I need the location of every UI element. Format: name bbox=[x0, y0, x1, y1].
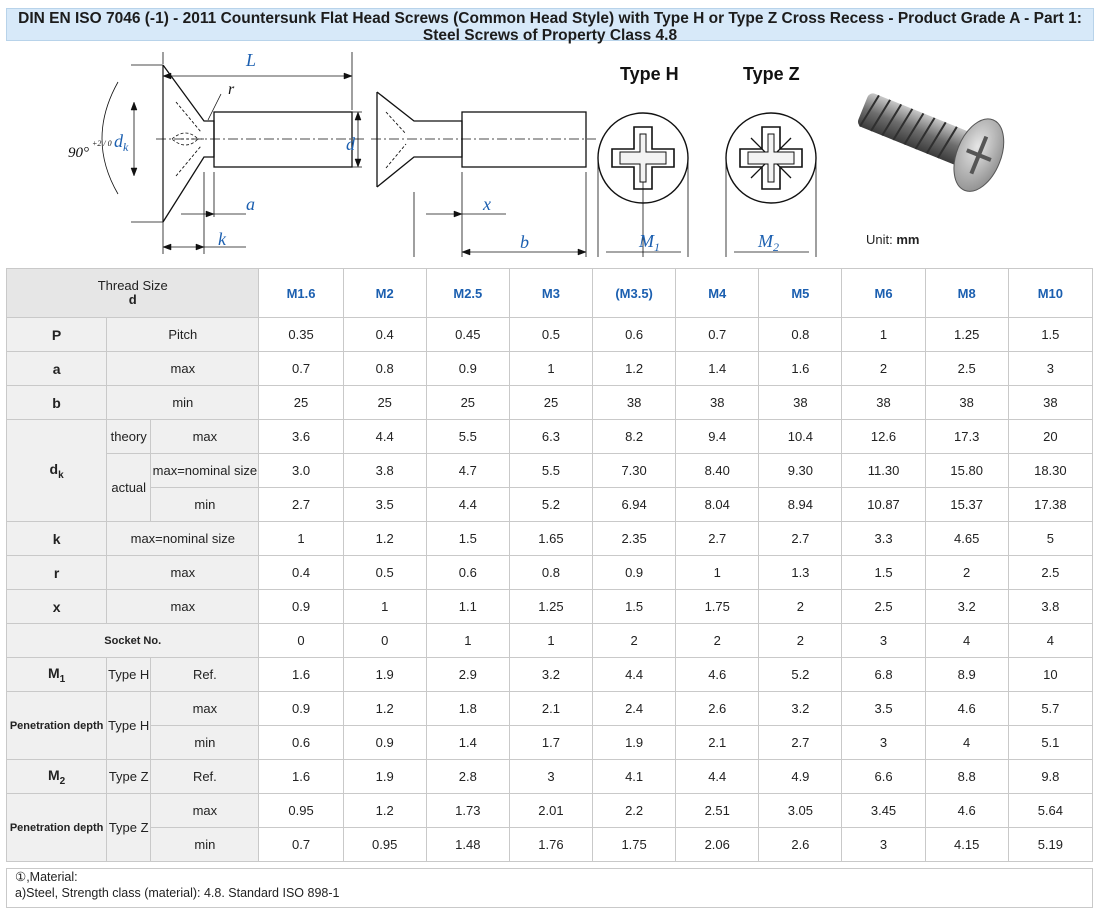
table-cell: 2 bbox=[842, 352, 925, 386]
table-cell: 0.8 bbox=[759, 318, 842, 352]
row-symbol: x bbox=[7, 590, 107, 624]
row-symbol: a bbox=[7, 352, 107, 386]
table-cell: 8.9 bbox=[925, 658, 1008, 692]
table-cell: 0.8 bbox=[509, 556, 592, 590]
table-cell: 1.25 bbox=[509, 590, 592, 624]
table-cell: 1.65 bbox=[509, 522, 592, 556]
table-cell: 0.9 bbox=[343, 726, 426, 760]
table-cell: 1.1 bbox=[426, 590, 509, 624]
table-cell: 2.7 bbox=[259, 488, 343, 522]
table-cell: 38 bbox=[842, 386, 925, 420]
table-cell: 3 bbox=[842, 726, 925, 760]
row-z-pen-max bbox=[7, 794, 1093, 828]
table-cell: 2.01 bbox=[509, 794, 592, 828]
row-symbol-m1: $M_1$ bbox=[7, 658, 107, 692]
dim-d-label: d bbox=[346, 134, 355, 154]
table-cell: 0.9 bbox=[259, 692, 343, 726]
table-cell: 1.2 bbox=[343, 794, 426, 828]
table-cell: 9.8 bbox=[1008, 760, 1092, 794]
dim-L-label: L bbox=[246, 50, 257, 70]
table-cell: 0 bbox=[343, 624, 426, 658]
table-cell: 1.3 bbox=[759, 556, 842, 590]
row-label: max bbox=[107, 556, 259, 590]
table-cell: 8.94 bbox=[759, 488, 842, 522]
table-cell: 0.5 bbox=[509, 318, 592, 352]
table-cell: 2 bbox=[759, 624, 842, 658]
row-x bbox=[7, 590, 1093, 624]
table-cell: 17.3 bbox=[925, 420, 1008, 454]
table-cell: 3.45 bbox=[842, 794, 925, 828]
table-cell: 4.4 bbox=[676, 760, 759, 794]
row-h-pen-min bbox=[7, 726, 1093, 760]
table-cell: 2.5 bbox=[842, 590, 925, 624]
size-header: M1.6 bbox=[259, 269, 343, 318]
table-cell: 4 bbox=[925, 624, 1008, 658]
table-cell: 2 bbox=[676, 624, 759, 658]
table-cell: 5.5 bbox=[426, 420, 509, 454]
table-cell: 0 bbox=[259, 624, 343, 658]
table-cell: 3.6 bbox=[259, 420, 343, 454]
table-cell: 3.2 bbox=[925, 590, 1008, 624]
row-z-pen-min bbox=[7, 828, 1093, 862]
table-cell: 2.8 bbox=[426, 760, 509, 794]
size-header: M6 bbox=[842, 269, 925, 318]
table-cell: 2 bbox=[925, 556, 1008, 590]
table-cell: 4.6 bbox=[925, 692, 1008, 726]
table-cell: 3.5 bbox=[343, 488, 426, 522]
row-k bbox=[7, 522, 1093, 556]
row-socket bbox=[7, 624, 1093, 658]
table-cell: 2 bbox=[593, 624, 676, 658]
table-cell: 25 bbox=[426, 386, 509, 420]
table-cell: 3.2 bbox=[759, 692, 842, 726]
table-cell: 1.5 bbox=[593, 590, 676, 624]
table-cell: 2.06 bbox=[676, 828, 759, 862]
table-cell: 1.75 bbox=[593, 828, 676, 862]
table-cell: 8.40 bbox=[676, 454, 759, 488]
row-label: max bbox=[151, 794, 259, 828]
table-cell: 3 bbox=[842, 828, 925, 862]
row-sublabel: Type Z bbox=[107, 760, 151, 794]
table-cell: 38 bbox=[759, 386, 842, 420]
table-cell: 3 bbox=[842, 624, 925, 658]
table-cell: 10.87 bbox=[842, 488, 925, 522]
size-header: M3 bbox=[509, 269, 592, 318]
table-cell: 8.8 bbox=[925, 760, 1008, 794]
table-cell: 3.8 bbox=[1008, 590, 1092, 624]
table-cell: 3.5 bbox=[842, 692, 925, 726]
table-cell: 1.76 bbox=[509, 828, 592, 862]
table-cell: 7.30 bbox=[593, 454, 676, 488]
table-cell: 1.8 bbox=[426, 692, 509, 726]
dim-m2-label: $M_2$ bbox=[758, 231, 779, 254]
table-cell: 4.6 bbox=[925, 794, 1008, 828]
table-cell: 25 bbox=[259, 386, 343, 420]
table-cell: 2.4 bbox=[593, 692, 676, 726]
row-b bbox=[7, 386, 1093, 420]
row-m2-ref bbox=[7, 760, 1093, 794]
page-title: DIN EN ISO 7046 (-1) - 2011 Countersunk Flat Head Screws (Common Head Style) with Type H or Type Z Cross Recess - Product Grade A - Part 1: Steel Screws of Property Class 4.8 bbox=[6, 8, 1094, 41]
table-cell: 2.7 bbox=[676, 522, 759, 556]
table-cell: 0.4 bbox=[343, 318, 426, 352]
dim-x-label: x bbox=[483, 194, 491, 214]
table-cell: 1 bbox=[343, 590, 426, 624]
row-symbol: b bbox=[7, 386, 107, 420]
note-line: ①,Material: bbox=[15, 870, 78, 884]
type-z-label: Type Z bbox=[743, 64, 800, 84]
table-cell: 2.2 bbox=[593, 794, 676, 828]
row-label: Ref. bbox=[151, 760, 259, 794]
dim-dk-label: $d_k$ bbox=[114, 131, 129, 154]
table-cell: 1.5 bbox=[842, 556, 925, 590]
table-cell: 1 bbox=[842, 318, 925, 352]
row-sublabel: Type H bbox=[107, 692, 151, 760]
table-cell: 18.30 bbox=[1008, 454, 1092, 488]
table-cell: 38 bbox=[676, 386, 759, 420]
row-sublabel: Type H bbox=[107, 658, 151, 692]
table-cell: 3.3 bbox=[842, 522, 925, 556]
size-header: M10 bbox=[1008, 269, 1092, 318]
table-cell: 4 bbox=[1008, 624, 1092, 658]
table-cell: 1.73 bbox=[426, 794, 509, 828]
table-cell: 0.6 bbox=[259, 726, 343, 760]
dimension-table bbox=[6, 268, 1093, 862]
row-sublabel: theory bbox=[107, 420, 151, 454]
table-cell: 20 bbox=[1008, 420, 1092, 454]
table-cell: 0.35 bbox=[259, 318, 343, 352]
table-cell: 4.65 bbox=[925, 522, 1008, 556]
table-cell: 38 bbox=[1008, 386, 1092, 420]
table-cell: 2.6 bbox=[676, 692, 759, 726]
table-cell: 1.75 bbox=[676, 590, 759, 624]
row-label: min bbox=[151, 726, 259, 760]
row-symbol: P bbox=[7, 318, 107, 352]
size-header: M4 bbox=[676, 269, 759, 318]
table-cell: 4 bbox=[925, 726, 1008, 760]
table-cell: 1.9 bbox=[343, 760, 426, 794]
table-cell: 38 bbox=[593, 386, 676, 420]
table-cell: 4.7 bbox=[426, 454, 509, 488]
table-cell: 4.9 bbox=[759, 760, 842, 794]
table-cell: 5.7 bbox=[1008, 692, 1092, 726]
table-cell: 4.4 bbox=[593, 658, 676, 692]
table-cell: 2.9 bbox=[426, 658, 509, 692]
table-cell: 8.04 bbox=[676, 488, 759, 522]
table-cell: 1.7 bbox=[509, 726, 592, 760]
table-cell: 1.6 bbox=[759, 352, 842, 386]
table-cell: 1.2 bbox=[593, 352, 676, 386]
table-cell: 1 bbox=[426, 624, 509, 658]
table-cell: 2.1 bbox=[509, 692, 592, 726]
table-cell: 2.7 bbox=[759, 522, 842, 556]
row-label: Ref. bbox=[151, 658, 259, 692]
table-cell: 3.05 bbox=[759, 794, 842, 828]
table-cell: 4.15 bbox=[925, 828, 1008, 862]
table-cell: 10 bbox=[1008, 658, 1092, 692]
note-line: a)Steel, Strength class (material): 4.8. Standard ISO 898-1 bbox=[15, 886, 340, 900]
table-header-row bbox=[7, 269, 1093, 318]
row-symbol-dk: $d_k$ bbox=[7, 420, 107, 522]
table-cell: 1 bbox=[259, 522, 343, 556]
technical-drawing bbox=[6, 42, 1092, 266]
table-cell: 1.9 bbox=[343, 658, 426, 692]
screw-photo bbox=[849, 73, 1014, 199]
table-cell: 10.4 bbox=[759, 420, 842, 454]
row-symbol: r bbox=[7, 556, 107, 590]
size-header: M2 bbox=[343, 269, 426, 318]
row-label: max bbox=[151, 692, 259, 726]
table-cell: 5.19 bbox=[1008, 828, 1092, 862]
dim-m1-label: $M_1$ bbox=[639, 231, 660, 254]
table-cell: 2.51 bbox=[676, 794, 759, 828]
table-cell: 1.5 bbox=[426, 522, 509, 556]
table-cell: 2.6 bbox=[759, 828, 842, 862]
table-cell: 11.30 bbox=[842, 454, 925, 488]
row-a bbox=[7, 352, 1093, 386]
row-sublabel: Type Z bbox=[107, 794, 151, 862]
table-cell: 1.2 bbox=[343, 522, 426, 556]
table-cell: 0.4 bbox=[259, 556, 343, 590]
table-cell: 15.80 bbox=[925, 454, 1008, 488]
table-cell: 5 bbox=[1008, 522, 1092, 556]
row-symbol-m2: $M_2$ bbox=[7, 760, 107, 794]
dim-b-label: b bbox=[520, 232, 529, 252]
table-cell: 2.1 bbox=[676, 726, 759, 760]
table-cell: 25 bbox=[343, 386, 426, 420]
table-cell: 0.45 bbox=[426, 318, 509, 352]
row-label: Socket No. bbox=[7, 624, 259, 658]
table-cell: 1.4 bbox=[676, 352, 759, 386]
table-cell: 3 bbox=[1008, 352, 1092, 386]
size-header: (M3.5) bbox=[593, 269, 676, 318]
unit-label: Unit: mm bbox=[866, 232, 920, 247]
size-header: M8 bbox=[925, 269, 1008, 318]
table-cell: 2.5 bbox=[925, 352, 1008, 386]
size-header: M5 bbox=[759, 269, 842, 318]
table-cell: 1.48 bbox=[426, 828, 509, 862]
table-cell: 0.6 bbox=[426, 556, 509, 590]
table-cell: 1.9 bbox=[593, 726, 676, 760]
row-symbol: Penetration depth bbox=[7, 794, 107, 862]
table-cell: 3.2 bbox=[509, 658, 592, 692]
table-cell: 17.38 bbox=[1008, 488, 1092, 522]
table-cell: 9.4 bbox=[676, 420, 759, 454]
table-cell: 0.9 bbox=[259, 590, 343, 624]
table-cell: 5.64 bbox=[1008, 794, 1092, 828]
type-h-label: Type H bbox=[620, 64, 679, 84]
row-label: max bbox=[107, 590, 259, 624]
dim-a-label: a bbox=[246, 194, 255, 214]
table-cell: 3.8 bbox=[343, 454, 426, 488]
row-r bbox=[7, 556, 1093, 590]
row-dk-theory-max bbox=[7, 420, 1093, 454]
row-symbol: k bbox=[7, 522, 107, 556]
table-cell: 12.6 bbox=[842, 420, 925, 454]
table-cell: 0.5 bbox=[343, 556, 426, 590]
table-cell: 6.94 bbox=[593, 488, 676, 522]
dim-k-label: k bbox=[218, 229, 226, 249]
row-h-pen-max bbox=[7, 692, 1093, 726]
row-sublabel: actual bbox=[107, 454, 151, 522]
table-cell: 0.9 bbox=[426, 352, 509, 386]
table-cell: 6.6 bbox=[842, 760, 925, 794]
table-cell: 4.6 bbox=[676, 658, 759, 692]
table-cell: 38 bbox=[925, 386, 1008, 420]
table-cell: 8.2 bbox=[593, 420, 676, 454]
row-label: max=nominal size bbox=[107, 522, 259, 556]
row-dk-actual-max bbox=[7, 454, 1093, 488]
table-cell: 15.37 bbox=[925, 488, 1008, 522]
table-cell: 4.1 bbox=[593, 760, 676, 794]
table-cell: 25 bbox=[509, 386, 592, 420]
table-cell: 4.4 bbox=[343, 420, 426, 454]
row-label: min bbox=[151, 828, 259, 862]
row-dk-actual-min bbox=[7, 488, 1093, 522]
table-cell: 0.7 bbox=[676, 318, 759, 352]
row-label: max=nominal size bbox=[151, 454, 259, 488]
material-note bbox=[6, 868, 1093, 908]
table-cell: 1.6 bbox=[259, 760, 343, 794]
thread-size-header: Thread Size d bbox=[7, 269, 259, 318]
table-cell: 1.25 bbox=[925, 318, 1008, 352]
table-cell: 5.5 bbox=[509, 454, 592, 488]
table-cell: 0.7 bbox=[259, 828, 343, 862]
table-cell: 2.7 bbox=[759, 726, 842, 760]
table-cell: 6.3 bbox=[509, 420, 592, 454]
angle-label: 90° bbox=[68, 145, 89, 161]
row-label: Pitch bbox=[107, 318, 259, 352]
row-pitch bbox=[7, 318, 1093, 352]
table-cell: 0.8 bbox=[343, 352, 426, 386]
size-header: M2.5 bbox=[426, 269, 509, 318]
table-cell: 5.2 bbox=[759, 658, 842, 692]
table-cell: 2.35 bbox=[593, 522, 676, 556]
row-label: max bbox=[107, 352, 259, 386]
table-cell: 2 bbox=[759, 590, 842, 624]
table-cell: 1.4 bbox=[426, 726, 509, 760]
row-label: min bbox=[107, 386, 259, 420]
table-cell: 5.2 bbox=[509, 488, 592, 522]
row-m1-ref bbox=[7, 658, 1093, 692]
table-cell: 1.2 bbox=[343, 692, 426, 726]
dim-r-label: r bbox=[228, 81, 235, 98]
row-label: max bbox=[151, 420, 259, 454]
table-cell: 1 bbox=[676, 556, 759, 590]
table-cell: 0.95 bbox=[343, 828, 426, 862]
table-cell: 0.95 bbox=[259, 794, 343, 828]
table-cell: 5.1 bbox=[1008, 726, 1092, 760]
table-cell: 3 bbox=[509, 760, 592, 794]
screw-drawing bbox=[6, 42, 1092, 266]
row-label: min bbox=[151, 488, 259, 522]
angle-tolerance: +2 / 0 bbox=[92, 139, 112, 148]
table-cell: 6.8 bbox=[842, 658, 925, 692]
row-symbol: Penetration depth bbox=[7, 692, 107, 760]
table-cell: 1 bbox=[509, 624, 592, 658]
table-cell: 2.5 bbox=[1008, 556, 1092, 590]
table-cell: 1.5 bbox=[1008, 318, 1092, 352]
table-cell: 0.6 bbox=[593, 318, 676, 352]
table-cell: 0.7 bbox=[259, 352, 343, 386]
table-cell: 1.6 bbox=[259, 658, 343, 692]
table-cell: 0.9 bbox=[593, 556, 676, 590]
table-cell: 9.30 bbox=[759, 454, 842, 488]
table-cell: 3.0 bbox=[259, 454, 343, 488]
table-cell: 4.4 bbox=[426, 488, 509, 522]
table-cell: 1 bbox=[509, 352, 592, 386]
